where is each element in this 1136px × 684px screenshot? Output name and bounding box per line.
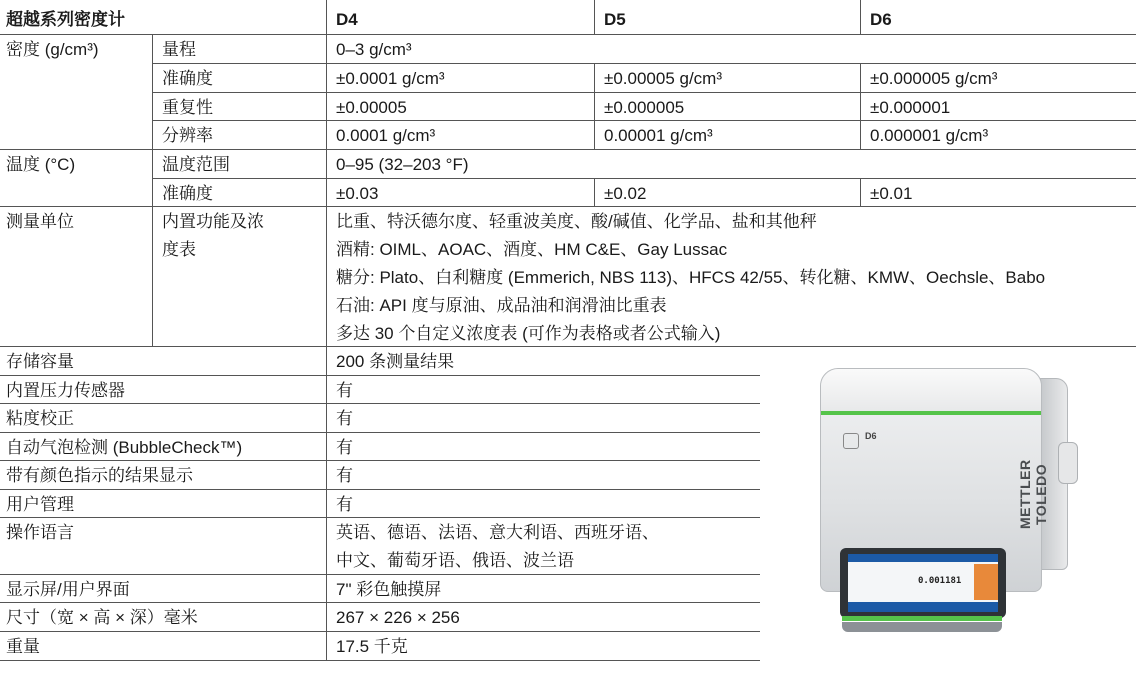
col-divider xyxy=(594,0,595,34)
col-header-d4: D4 xyxy=(336,10,358,29)
label-viscosity: 粘度校正 xyxy=(6,409,74,428)
table-title: 超越系列密度计 xyxy=(6,10,125,29)
density-meter-image xyxy=(806,360,1092,640)
device-status-light xyxy=(821,411,1041,415)
value-bubblecheck: 有 xyxy=(336,438,353,457)
row-divider xyxy=(152,178,1136,179)
label-display: 显示屏/用户界面 xyxy=(6,580,130,599)
label-languages: 操作语言 xyxy=(6,523,74,542)
value-viscosity: 有 xyxy=(336,409,353,428)
row-divider xyxy=(0,489,760,490)
row-divider xyxy=(0,574,760,575)
value-languages-line2: 中文、葡萄牙语、俄语、波兰语 xyxy=(336,551,574,570)
value-accuracy-d6: ±0.000005 g/cm³ xyxy=(870,69,998,88)
label-builtin-tables-line1: 内置功能及浓 xyxy=(162,212,264,231)
col-divider xyxy=(860,63,861,149)
row-divider xyxy=(0,460,760,461)
row-divider xyxy=(0,660,760,661)
value-accuracy-d4: ±0.0001 g/cm³ xyxy=(336,69,445,88)
col-divider xyxy=(152,34,153,346)
col-divider xyxy=(594,178,595,206)
label-temp-range: 温度范围 xyxy=(162,155,230,174)
value-repeatability-d5: ±0.000005 xyxy=(604,98,685,117)
row-divider xyxy=(0,602,760,603)
value-languages-line1: 英语、德语、法语、意大利语、西班牙语、 xyxy=(336,523,659,542)
value-resolution-d5: 0.00001 g/cm³ xyxy=(604,126,713,145)
label-user-management: 用户管理 xyxy=(6,495,74,514)
terminal-reading: 0.001181 xyxy=(918,576,962,586)
col-divider xyxy=(326,0,327,660)
group-density: 密度 (g/cm³) xyxy=(6,40,99,59)
terminal-result-panel xyxy=(974,564,998,600)
units-line: 比重、特沃德尔度、轻重波美度、酸/碱值、化学品、盐和其他秤 xyxy=(336,212,817,231)
units-line: 酒精: OIML、AOAC、酒度、HM C&E、Gay Lussac xyxy=(336,240,728,259)
group-units: 测量单位 xyxy=(6,212,74,231)
units-line: 多达 30 个自定义浓度表 (可作为表格或者公式输入) xyxy=(336,324,721,343)
row-divider xyxy=(0,346,1136,347)
value-weight: 17.5 千克 xyxy=(336,637,408,656)
value-temp-accuracy-d6: ±0.01 xyxy=(870,184,913,203)
label-accuracy: 准确度 xyxy=(162,69,213,88)
row-divider xyxy=(152,120,1136,121)
value-display: 7" 彩色触摸屏 xyxy=(336,580,442,599)
label-dimensions: 尺寸（宽 × 高 × 深）毫米 xyxy=(6,608,198,627)
col-divider xyxy=(594,63,595,149)
value-storage: 200 条测量结果 xyxy=(336,352,455,371)
label-resolution: 分辨率 xyxy=(162,126,213,145)
units-line: 石油: API 度与原油、成品油和润滑油比重表 xyxy=(336,296,667,315)
label-repeatability: 重复性 xyxy=(162,98,213,117)
label-temp-accuracy: 准确度 xyxy=(162,184,213,203)
device-model-label: D6 xyxy=(865,431,877,441)
label-pressure-sensor: 内置压力传感器 xyxy=(6,381,125,400)
value-pressure-sensor: 有 xyxy=(336,381,353,400)
value-temp-accuracy-d4: ±0.03 xyxy=(336,184,379,203)
value-resolution-d6: 0.000001 g/cm³ xyxy=(870,126,989,145)
row-divider xyxy=(152,92,1136,93)
label-color-result: 带有颜色指示的结果显示 xyxy=(6,466,193,485)
row-divider xyxy=(0,206,1136,207)
row-divider xyxy=(0,631,760,632)
label-builtin-tables-line2: 度表 xyxy=(162,240,196,259)
value-range: 0–3 g/cm³ xyxy=(336,40,412,59)
label-storage: 存储容量 xyxy=(6,352,74,371)
value-dimensions: 267 × 226 × 256 xyxy=(336,608,460,627)
group-temperature: 温度 (°C) xyxy=(6,155,76,174)
label-range: 量程 xyxy=(162,40,196,59)
terminal-status-light xyxy=(842,616,1002,621)
col-divider xyxy=(860,178,861,206)
terminal-title-bar xyxy=(848,554,998,562)
device-top xyxy=(821,369,1041,412)
value-resolution-d4: 0.0001 g/cm³ xyxy=(336,126,436,145)
value-accuracy-d5: ±0.00005 g/cm³ xyxy=(604,69,723,88)
value-color-result: 有 xyxy=(336,466,353,485)
value-repeatability-d4: ±0.00005 xyxy=(336,98,407,117)
units-line: 糖分: Plato、白利糖度 (Emmerich, NBS 113)、HFCS 42/55、转化糖、KMW、Oechsle、Babo xyxy=(336,268,1046,287)
col-divider xyxy=(860,0,861,34)
col-header-d5: D5 xyxy=(604,10,626,29)
label-bubblecheck: 自动气泡检测 (BubbleCheck™) xyxy=(6,438,243,457)
row-divider xyxy=(0,403,760,404)
terminal-nav-bar xyxy=(848,602,998,612)
value-temp-range: 0–95 (32–203 °F) xyxy=(336,155,469,174)
device-brand-label: METTLER TOLEDO xyxy=(1017,459,1049,529)
device-port xyxy=(1058,442,1078,484)
row-divider xyxy=(0,432,760,433)
col-header-d6: D6 xyxy=(870,10,892,29)
row-divider xyxy=(0,517,760,518)
row-divider xyxy=(152,63,1136,64)
row-divider xyxy=(0,375,760,376)
device-logo-icon xyxy=(843,433,859,449)
value-temp-accuracy-d5: ±0.02 xyxy=(604,184,647,203)
label-weight: 重量 xyxy=(6,637,40,656)
value-user-management: 有 xyxy=(336,495,353,514)
value-repeatability-d6: ±0.000001 xyxy=(870,98,951,117)
row-divider xyxy=(0,34,1136,35)
terminal-base xyxy=(842,622,1002,632)
row-divider xyxy=(0,149,1136,150)
